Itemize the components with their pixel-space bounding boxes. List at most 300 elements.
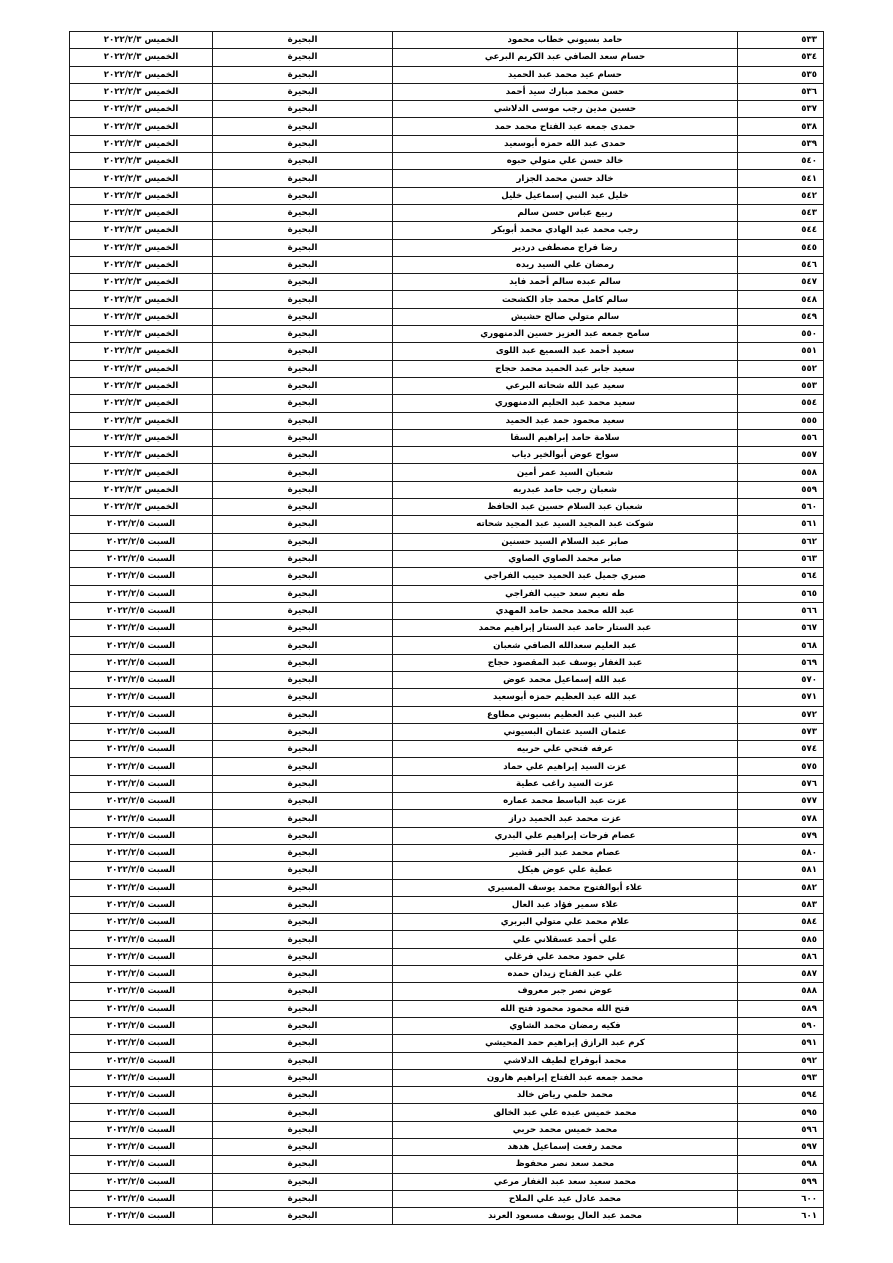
row-number-cell: ٥٤٣	[738, 204, 824, 221]
row-number-cell: ٥٣٦	[738, 83, 824, 100]
table-row	[70, 481, 824, 498]
name-cell: طه نعيم سعد حبيب الفراجي	[393, 585, 738, 602]
governorate-cell: البحيرة	[213, 689, 393, 706]
row-number-cell: ٥٩٠	[738, 1017, 824, 1034]
name-cell: علي حمود محمد علي فرغلي	[393, 948, 738, 965]
table-row	[70, 1000, 824, 1017]
row-number-cell: ٥٧٤	[738, 741, 824, 758]
row-number-cell: ٥٧٠	[738, 671, 824, 688]
date-cell: السبت ٢٠٢٢/٢/٥	[70, 1173, 213, 1190]
table-row	[70, 914, 824, 931]
table-row	[70, 741, 824, 758]
date-cell: الخميس ٢٠٢٢/٢/٣	[70, 377, 213, 394]
name-cell: حامد بسيوني خطاب محمود	[393, 32, 738, 49]
name-cell: سعيد أحمد عبد السميع عبد اللوى	[393, 343, 738, 360]
table-row	[70, 533, 824, 550]
table-row	[70, 170, 824, 187]
governorate-cell: البحيرة	[213, 706, 393, 723]
row-number-cell: ٥٨٣	[738, 896, 824, 913]
governorate-cell: البحيرة	[213, 464, 393, 481]
row-number-cell: ٥٧٩	[738, 827, 824, 844]
governorate-cell: البحيرة	[213, 1156, 393, 1173]
table-row	[70, 395, 824, 412]
date-cell: السبت ٢٠٢٢/٢/٥	[70, 827, 213, 844]
governorate-cell: البحيرة	[213, 1035, 393, 1052]
row-number-cell: ٥٨٨	[738, 983, 824, 1000]
table-row	[70, 516, 824, 533]
row-number-cell: ٥٨٩	[738, 1000, 824, 1017]
row-number-cell: ٥٦٢	[738, 533, 824, 550]
table-row	[70, 827, 824, 844]
row-number-cell: ٥٦٠	[738, 499, 824, 516]
name-cell: خالد حسن محمد الجزار	[393, 170, 738, 187]
table-row	[70, 793, 824, 810]
date-cell: الخميس ٢٠٢٢/٢/٣	[70, 308, 213, 325]
table-row	[70, 1017, 824, 1034]
table-row	[70, 377, 824, 394]
name-cell: علاء سمير فؤاد عبد العال	[393, 896, 738, 913]
table-row	[70, 118, 824, 135]
date-cell: الخميس ٢٠٢٢/٢/٣	[70, 222, 213, 239]
name-cell: سالم كامل محمد جاد الكشحت	[393, 291, 738, 308]
name-cell: شعبان السيد عمر أمين	[393, 464, 738, 481]
row-number-cell: ٥٤٩	[738, 308, 824, 325]
name-cell: محمد عادل عيد علي الملاح	[393, 1190, 738, 1207]
row-number-cell: ٥٩٩	[738, 1173, 824, 1190]
governorate-cell: البحيرة	[213, 827, 393, 844]
governorate-cell: البحيرة	[213, 377, 393, 394]
name-cell: حسام سعد الصافي عبد الكريم البرعي	[393, 49, 738, 66]
table-row	[70, 671, 824, 688]
row-number-cell: ٥٤٦	[738, 256, 824, 273]
table-row	[70, 654, 824, 671]
name-cell: عزت السيد راغب عطية	[393, 775, 738, 792]
name-cell: عرفه فتحي علي حربيه	[393, 741, 738, 758]
governorate-cell: البحيرة	[213, 516, 393, 533]
row-number-cell: ٥٨١	[738, 862, 824, 879]
row-number-cell: ٦٠٠	[738, 1190, 824, 1207]
name-cell: صبري جميل عبد الحميد حبيب الفراجي	[393, 568, 738, 585]
name-cell: محمد عبد العال يوسف مسعود العرند	[393, 1208, 738, 1225]
governorate-cell: البحيرة	[213, 723, 393, 740]
table-row	[70, 499, 824, 516]
governorate-cell: البحيرة	[213, 983, 393, 1000]
table-row	[70, 101, 824, 118]
governorate-cell: البحيرة	[213, 1121, 393, 1138]
governorate-cell: البحيرة	[213, 637, 393, 654]
governorate-cell: البحيرة	[213, 879, 393, 896]
date-cell: السبت ٢٠٢٢/٢/٥	[70, 793, 213, 810]
date-cell: الخميس ٢٠٢٢/٢/٣	[70, 256, 213, 273]
date-cell: الخميس ٢٠٢٢/٢/٣	[70, 135, 213, 152]
date-cell: الخميس ٢٠٢٢/٢/٣	[70, 153, 213, 170]
row-number-cell: ٥٨٥	[738, 931, 824, 948]
row-number-cell: ٥٤٥	[738, 239, 824, 256]
date-cell: الخميس ٢٠٢٢/٢/٣	[70, 326, 213, 343]
table-row	[70, 758, 824, 775]
table-row	[70, 585, 824, 602]
table-row	[70, 343, 824, 360]
name-cell: سالم متولي صالح حشيش	[393, 308, 738, 325]
date-cell: السبت ٢٠٢٢/٢/٥	[70, 914, 213, 931]
governorate-cell: البحيرة	[213, 602, 393, 619]
name-cell: شوكت عبد المجيد السيد عبد المجيد شحاته	[393, 516, 738, 533]
row-number-cell: ٥٥٤	[738, 395, 824, 412]
table-row	[70, 204, 824, 221]
date-cell: الخميس ٢٠٢٢/٢/٣	[70, 395, 213, 412]
date-cell: الخميس ٢٠٢٢/٢/٣	[70, 66, 213, 83]
name-cell: خليل عبد النبي إسماعيل خليل	[393, 187, 738, 204]
row-number-cell: ٥٤٢	[738, 187, 824, 204]
table-row	[70, 83, 824, 100]
table-row	[70, 464, 824, 481]
date-cell: الخميس ٢٠٢٢/٢/٣	[70, 170, 213, 187]
date-cell: السبت ٢٠٢٢/٢/٥	[70, 1035, 213, 1052]
name-cell: شعبان رجب حامد عبدربه	[393, 481, 738, 498]
row-number-cell: ٥٥٦	[738, 429, 824, 446]
governorate-cell: البحيرة	[213, 429, 393, 446]
table-row	[70, 49, 824, 66]
row-number-cell: ٥٦٨	[738, 637, 824, 654]
governorate-cell: البحيرة	[213, 1104, 393, 1121]
row-number-cell: ٦٠١	[738, 1208, 824, 1225]
table-row	[70, 966, 824, 983]
date-cell: السبت ٢٠٢٢/٢/٥	[70, 706, 213, 723]
name-cell: خالد حسن علي متولي حبوه	[393, 153, 738, 170]
table-row	[70, 239, 824, 256]
date-cell: السبت ٢٠٢٢/٢/٥	[70, 1208, 213, 1225]
table-row	[70, 274, 824, 291]
date-cell: الخميس ٢٠٢٢/٢/٣	[70, 464, 213, 481]
date-cell: السبت ٢٠٢٢/٢/٥	[70, 1139, 213, 1156]
governorate-cell: البحيرة	[213, 343, 393, 360]
date-cell: السبت ٢٠٢٢/٢/٥	[70, 1069, 213, 1086]
name-cell: عبد العليم سعدالله الصافي شعبان	[393, 637, 738, 654]
date-cell: السبت ٢٠٢٢/٢/٥	[70, 568, 213, 585]
governorate-cell: البحيرة	[213, 1208, 393, 1225]
name-cell: شعبان عبد السلام حسين عبد الحافظ	[393, 499, 738, 516]
row-number-cell: ٥٥٥	[738, 412, 824, 429]
date-cell: السبت ٢٠٢٢/٢/٥	[70, 602, 213, 619]
governorate-cell: البحيرة	[213, 1000, 393, 1017]
name-cell: سواح عوض أبوالخير دياب	[393, 447, 738, 464]
table-row	[70, 1121, 824, 1138]
row-number-cell: ٥٧١	[738, 689, 824, 706]
governorate-cell: البحيرة	[213, 326, 393, 343]
name-cell: علام محمد علي متولي البربري	[393, 914, 738, 931]
date-cell: السبت ٢٠٢٢/٢/٥	[70, 620, 213, 637]
date-cell: السبت ٢٠٢٢/٢/٥	[70, 550, 213, 567]
governorate-cell: البحيرة	[213, 256, 393, 273]
governorate-cell: البحيرة	[213, 153, 393, 170]
governorate-cell: البحيرة	[213, 844, 393, 861]
governorate-cell: البحيرة	[213, 1069, 393, 1086]
date-cell: السبت ٢٠٢٢/٢/٥	[70, 1156, 213, 1173]
date-cell: السبت ٢٠٢٢/٢/٥	[70, 1121, 213, 1138]
governorate-cell: البحيرة	[213, 360, 393, 377]
row-number-cell: ٥٥١	[738, 343, 824, 360]
table-row	[70, 931, 824, 948]
governorate-cell: البحيرة	[213, 1087, 393, 1104]
row-number-cell: ٥٥٨	[738, 464, 824, 481]
name-cell: عبد الله إسماعيل محمد عوض	[393, 671, 738, 688]
date-cell: الخميس ٢٠٢٢/٢/٣	[70, 274, 213, 291]
name-cell: سعيد جابر عبد الحميد محمد حجاج	[393, 360, 738, 377]
date-cell: الخميس ٢٠٢٢/٢/٣	[70, 343, 213, 360]
date-cell: الخميس ٢٠٢٢/٢/٣	[70, 49, 213, 66]
row-number-cell: ٥٥٢	[738, 360, 824, 377]
row-number-cell: ٥٨٦	[738, 948, 824, 965]
table-row	[70, 291, 824, 308]
row-number-cell: ٥٦٣	[738, 550, 824, 567]
row-number-cell: ٥٩١	[738, 1035, 824, 1052]
row-number-cell: ٥٩٧	[738, 1139, 824, 1156]
governorate-cell: البحيرة	[213, 550, 393, 567]
name-cell: عبد الستار حامد عبد الستار إبراهيم محمد	[393, 620, 738, 637]
table-row	[70, 66, 824, 83]
governorate-cell: البحيرة	[213, 1173, 393, 1190]
table-row	[70, 1052, 824, 1069]
row-number-cell: ٥٣٨	[738, 118, 824, 135]
date-cell: السبت ٢٠٢٢/٢/٥	[70, 775, 213, 792]
row-number-cell: ٥٤٨	[738, 291, 824, 308]
table-row	[70, 360, 824, 377]
row-number-cell: ٥٥٠	[738, 326, 824, 343]
row-number-cell: ٥٨٤	[738, 914, 824, 931]
date-cell: السبت ٢٠٢٢/٢/٥	[70, 931, 213, 948]
date-cell: السبت ٢٠٢٢/٢/٥	[70, 1052, 213, 1069]
name-cell: صابر محمد الصاوي الصاوي	[393, 550, 738, 567]
table-row	[70, 706, 824, 723]
governorate-cell: البحيرة	[213, 274, 393, 291]
name-cell: عطية علي عوض هيكل	[393, 862, 738, 879]
row-number-cell: ٥٦٩	[738, 654, 824, 671]
governorate-cell: البحيرة	[213, 118, 393, 135]
row-number-cell: ٥٧٥	[738, 758, 824, 775]
date-cell: السبت ٢٠٢٢/٢/٥	[70, 966, 213, 983]
governorate-cell: البحيرة	[213, 49, 393, 66]
name-cell: عبد الله عبد العظيم حمزه أبوسعيد	[393, 689, 738, 706]
name-cell: عزت محمد عبد الحميد دراز	[393, 810, 738, 827]
governorate-cell: البحيرة	[213, 931, 393, 948]
governorate-cell: البحيرة	[213, 671, 393, 688]
row-number-cell: ٥٧٢	[738, 706, 824, 723]
name-cell: فتح الله محمود محمود فتح الله	[393, 1000, 738, 1017]
row-number-cell: ٥٩٥	[738, 1104, 824, 1121]
records-table	[69, 31, 824, 1225]
name-cell: محمد حلمي رياض خالد	[393, 1087, 738, 1104]
row-number-cell: ٥٥٧	[738, 447, 824, 464]
name-cell: سعيد محمد عبد الحليم الدمنهوري	[393, 395, 738, 412]
governorate-cell: البحيرة	[213, 412, 393, 429]
table-row	[70, 429, 824, 446]
name-cell: سامح جمعه عبد العزيز حسين الدمنهوري	[393, 326, 738, 343]
row-number-cell: ٥٤١	[738, 170, 824, 187]
governorate-cell: البحيرة	[213, 948, 393, 965]
date-cell: السبت ٢٠٢٢/٢/٥	[70, 896, 213, 913]
governorate-cell: البحيرة	[213, 1052, 393, 1069]
row-number-cell: ٥٣٤	[738, 49, 824, 66]
date-cell: السبت ٢٠٢٢/٢/٥	[70, 983, 213, 1000]
name-cell: علي أحمد عسقلاني علي	[393, 931, 738, 948]
name-cell: عصام فرحات إبراهيم علي البدري	[393, 827, 738, 844]
name-cell: فكيه رمضان محمد الشاوي	[393, 1017, 738, 1034]
name-cell: محمد خميس محمد حربي	[393, 1121, 738, 1138]
name-cell: ربيع عباس حسن سالم	[393, 204, 738, 221]
table-row	[70, 153, 824, 170]
name-cell: عوض نصر جبر معروف	[393, 983, 738, 1000]
table-row	[70, 135, 824, 152]
governorate-cell: البحيرة	[213, 620, 393, 637]
row-number-cell: ٥٧٨	[738, 810, 824, 827]
table-row	[70, 689, 824, 706]
row-number-cell: ٥٦٦	[738, 602, 824, 619]
governorate-cell: البحيرة	[213, 395, 393, 412]
name-cell: علاء أبوالفتوح محمد يوسف المسيري	[393, 879, 738, 896]
governorate-cell: البحيرة	[213, 32, 393, 49]
table-row	[70, 723, 824, 740]
governorate-cell: البحيرة	[213, 101, 393, 118]
row-number-cell: ٥٨٧	[738, 966, 824, 983]
name-cell: عزت السيد إبراهيم علي حماد	[393, 758, 738, 775]
row-number-cell: ٥٧٣	[738, 723, 824, 740]
table-row	[70, 810, 824, 827]
name-cell: كرم عبد الرازق إبراهيم حمد المحيشي	[393, 1035, 738, 1052]
table-row	[70, 568, 824, 585]
row-number-cell: ٥٧٦	[738, 775, 824, 792]
row-number-cell: ٥٨٠	[738, 844, 824, 861]
table-row	[70, 447, 824, 464]
governorate-cell: البحيرة	[213, 1017, 393, 1034]
governorate-cell: البحيرة	[213, 741, 393, 758]
name-cell: حمدى عبد الله حمزه أبوسعيد	[393, 135, 738, 152]
governorate-cell: البحيرة	[213, 775, 393, 792]
name-cell: عثمان السيد عثمان البسيوني	[393, 723, 738, 740]
name-cell: سعيد محمود حمد عبد الحميد	[393, 412, 738, 429]
name-cell: رضا فراج مصطفى دردير	[393, 239, 738, 256]
table-row	[70, 637, 824, 654]
date-cell: الخميس ٢٠٢٢/٢/٣	[70, 239, 213, 256]
date-cell: السبت ٢٠٢٢/٢/٥	[70, 1104, 213, 1121]
table-row	[70, 948, 824, 965]
table-row	[70, 844, 824, 861]
date-cell: السبت ٢٠٢٢/٢/٥	[70, 810, 213, 827]
date-cell: السبت ٢٠٢٢/٢/٥	[70, 844, 213, 861]
date-cell: السبت ٢٠٢٢/٢/٥	[70, 1017, 213, 1034]
governorate-cell: البحيرة	[213, 222, 393, 239]
date-cell: السبت ٢٠٢٢/٢/٥	[70, 689, 213, 706]
table-row	[70, 1035, 824, 1052]
row-number-cell: ٥٧٧	[738, 793, 824, 810]
name-cell: عبد النبي عبد العظيم بسيوني مطاوع	[393, 706, 738, 723]
row-number-cell: ٥٣٧	[738, 101, 824, 118]
governorate-cell: البحيرة	[213, 862, 393, 879]
governorate-cell: البحيرة	[213, 499, 393, 516]
governorate-cell: البحيرة	[213, 1190, 393, 1207]
governorate-cell: البحيرة	[213, 447, 393, 464]
date-cell: الخميس ٢٠٢٢/٢/٣	[70, 360, 213, 377]
table-row	[70, 1069, 824, 1086]
name-cell: محمد خميس عبده علي عبد الخالق	[393, 1104, 738, 1121]
name-cell: محمد سعد نصر محفوظ	[393, 1156, 738, 1173]
table-row	[70, 620, 824, 637]
date-cell: السبت ٢٠٢٢/٢/٥	[70, 671, 213, 688]
row-number-cell: ٥٩٨	[738, 1156, 824, 1173]
row-number-cell: ٥٩٤	[738, 1087, 824, 1104]
date-cell: الخميس ٢٠٢٢/٢/٣	[70, 118, 213, 135]
table-row	[70, 1208, 824, 1225]
date-cell: السبت ٢٠٢٢/٢/٥	[70, 862, 213, 879]
governorate-cell: البحيرة	[213, 966, 393, 983]
row-number-cell: ٥٥٣	[738, 377, 824, 394]
name-cell: حسن محمد مبارك سيد أحمد	[393, 83, 738, 100]
table-row	[70, 879, 824, 896]
name-cell: عصام محمد عبد البر قشير	[393, 844, 738, 861]
row-number-cell: ٥٣٩	[738, 135, 824, 152]
date-cell: السبت ٢٠٢٢/٢/٥	[70, 879, 213, 896]
date-cell: الخميس ٢٠٢٢/٢/٣	[70, 499, 213, 516]
name-cell: حسين مدين رجب موسى الدلاشي	[393, 101, 738, 118]
name-cell: عبد الغفار يوسف عبد المقصود حجاج	[393, 654, 738, 671]
governorate-cell: البحيرة	[213, 654, 393, 671]
row-number-cell: ٥٦٥	[738, 585, 824, 602]
governorate-cell: البحيرة	[213, 135, 393, 152]
table-row	[70, 32, 824, 49]
row-number-cell: ٥٣٥	[738, 66, 824, 83]
name-cell: رجب محمد عبد الهادي محمد أبوبكر	[393, 222, 738, 239]
name-cell: حمدى جمعه عبد الفتاح محمد حمد	[393, 118, 738, 135]
name-cell: حسام عيد محمد عبد الحميد	[393, 66, 738, 83]
table-row	[70, 896, 824, 913]
governorate-cell: البحيرة	[213, 170, 393, 187]
date-cell: الخميس ٢٠٢٢/٢/٣	[70, 187, 213, 204]
row-number-cell: ٥٤٧	[738, 274, 824, 291]
date-cell: الخميس ٢٠٢٢/٢/٣	[70, 101, 213, 118]
governorate-cell: البحيرة	[213, 239, 393, 256]
date-cell: السبت ٢٠٢٢/٢/٥	[70, 741, 213, 758]
date-cell: السبت ٢٠٢٢/٢/٥	[70, 948, 213, 965]
date-cell: السبت ٢٠٢٢/٢/٥	[70, 1190, 213, 1207]
date-cell: السبت ٢٠٢٢/٢/٥	[70, 637, 213, 654]
date-cell: الخميس ٢٠٢٢/٢/٣	[70, 204, 213, 221]
date-cell: السبت ٢٠٢٢/٢/٥	[70, 1000, 213, 1017]
governorate-cell: البحيرة	[213, 758, 393, 775]
table-row	[70, 1190, 824, 1207]
name-cell: عبد الله محمد محمد حامد المهدي	[393, 602, 738, 619]
governorate-cell: البحيرة	[213, 793, 393, 810]
row-number-cell: ٥٦١	[738, 516, 824, 533]
name-cell: صابر عبد السلام السيد حسنين	[393, 533, 738, 550]
row-number-cell: ٥٩٣	[738, 1069, 824, 1086]
name-cell: رمضان علي السيد ريده	[393, 256, 738, 273]
date-cell: السبت ٢٠٢٢/٢/٥	[70, 585, 213, 602]
governorate-cell: البحيرة	[213, 568, 393, 585]
date-cell: الخميس ٢٠٢٢/٢/٣	[70, 32, 213, 49]
governorate-cell: البحيرة	[213, 83, 393, 100]
table-row	[70, 1139, 824, 1156]
row-number-cell: ٥٦٧	[738, 620, 824, 637]
name-cell: محمد أبوفراج لطيف الدلاشي	[393, 1052, 738, 1069]
governorate-cell: البحيرة	[213, 533, 393, 550]
governorate-cell: البحيرة	[213, 481, 393, 498]
table-row	[70, 775, 824, 792]
row-number-cell: ٥٨٢	[738, 879, 824, 896]
governorate-cell: البحيرة	[213, 1139, 393, 1156]
table-row	[70, 326, 824, 343]
date-cell: الخميس ٢٠٢٢/٢/٣	[70, 429, 213, 446]
date-cell: الخميس ٢٠٢٢/٢/٣	[70, 447, 213, 464]
name-cell: علي عبد الفتاح زيدان حمده	[393, 966, 738, 983]
